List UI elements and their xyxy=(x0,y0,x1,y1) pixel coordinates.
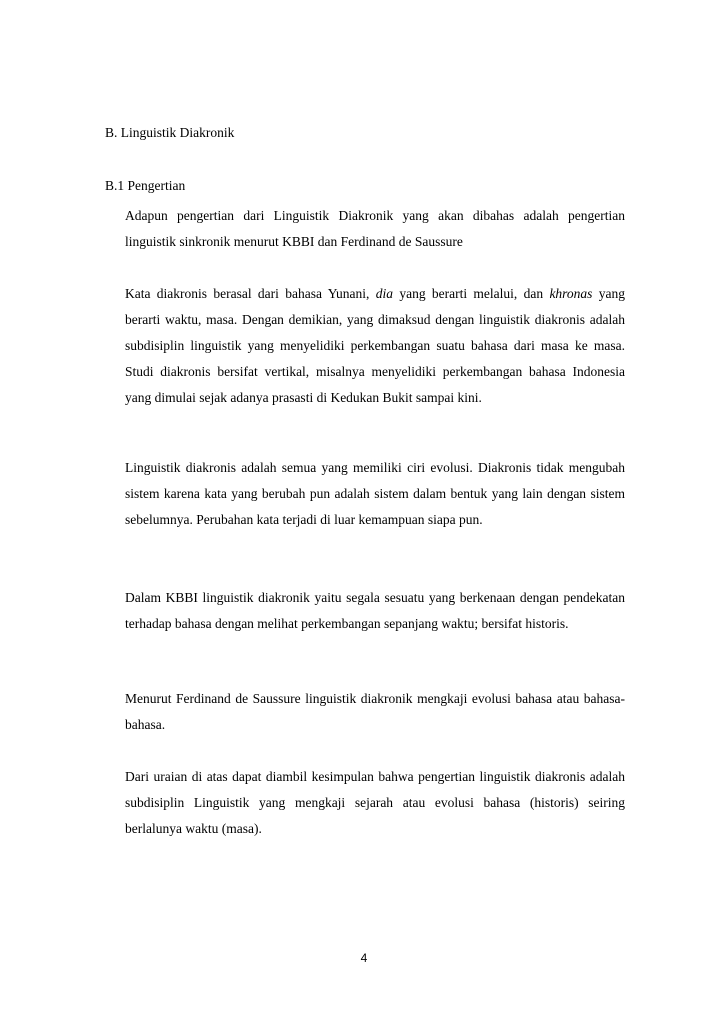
subsection-title: B.1 Pengertian xyxy=(105,178,186,193)
paragraph-2-text-b: yang berarti melalui, dan xyxy=(393,286,550,301)
term-dia: dia xyxy=(375,286,393,301)
section-title: B. Linguistik Diakronik xyxy=(105,125,235,140)
paragraph-3: Linguistik diakronis adalah semua yang memiliki ciri evolusi. Diakronis tidak mengubah sistem karena kata yang berubah pun adalah sistem dalam bentuk yang lain dengan sistem sebelumnya. Perubahan kata terjadi di luar kemampuan siapa pun. xyxy=(125,460,625,527)
paragraph-6: Dari uraian di atas dapat diambil kesimpulan bahwa pengertian linguistik diakronis adalah subdisiplin Linguistik yang mengkaji sejarah atau evolusi bahasa (historis) seiring berlalunya waktu (masa). xyxy=(125,769,625,836)
paragraph-1: Adapun pengertian dari Linguistik Diakronik yang akan dibahas adalah pengertian linguistik sinkronik menurut KBBI dan Ferdinand de Saussure xyxy=(125,208,625,249)
paragraph-5: Menurut Ferdinand de Saussure linguistik diakronik mengkaji evolusi bahasa atau bahasa-bahasa. xyxy=(125,691,625,732)
paragraph-4: Dalam KBBI linguistik diakronik yaitu segala sesuatu yang berkenaan dengan pendekatan terhadap bahasa dengan melihat perkembangan sepanjang waktu; bersifat historis. xyxy=(125,590,625,631)
term-khronas: khronas xyxy=(549,286,593,301)
page-number: 4 xyxy=(360,951,368,965)
paragraph-2 xyxy=(125,281,625,411)
paragraph-2-text-c: yang berarti waktu, masa. Dengan demikian, yang dimaksud dengan linguistik diakronis adalah subdisiplin linguistik yang menyelidiki perkembangan suatu bahasa dari masa ke masa. Studi diakronis bersifat vertikal, misalnya menyelidiki perkembangan bahasa Indonesia yang dimulai sejak adanya prasasti di Kedukan Bukit sampai kini. xyxy=(125,286,626,405)
paragraph-2-text-a: Kata diakronis berasal dari bahasa Yunani, xyxy=(125,286,376,301)
